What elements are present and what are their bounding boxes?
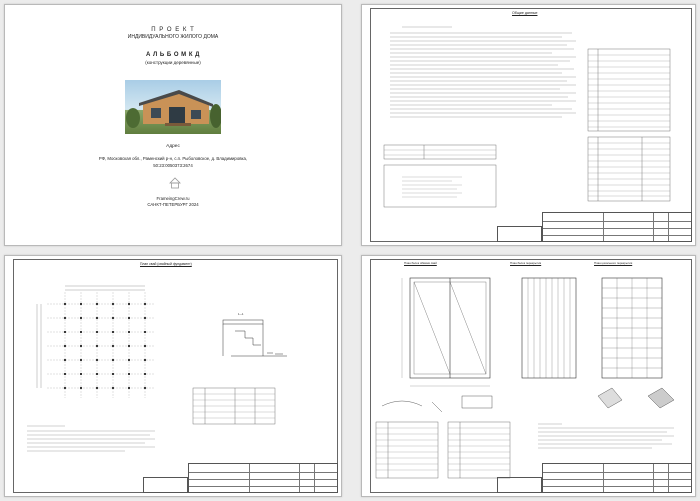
header-pile-beams: План балок обвязки свай bbox=[404, 261, 437, 265]
house-render-image bbox=[125, 80, 221, 134]
house-logo-icon bbox=[169, 177, 181, 189]
project-subtitle: ИНДИВИДУАЛЬНОГО ЖИЛОГО ДОМА bbox=[127, 34, 219, 40]
section-label: 1—1 bbox=[238, 313, 244, 316]
album-subtitle: (конструкции деревянные) bbox=[145, 60, 201, 65]
project-title: П Р О Е К Т bbox=[151, 27, 195, 33]
sheet-pile-plan bbox=[4, 255, 342, 497]
revision-block bbox=[143, 477, 188, 493]
general-notes-drawing bbox=[362, 5, 696, 246]
address-line-1: РФ, Московская обл., Раменский р-н, с.п. Рыболовское, д. Владимировка, bbox=[98, 156, 248, 161]
album-title: А Л Ь Б О М К Д bbox=[146, 52, 200, 58]
header-floor-beams: План балок перекрытия bbox=[510, 261, 542, 265]
revision-block bbox=[497, 477, 542, 493]
pile-plan-drawing bbox=[5, 256, 342, 497]
revision-block bbox=[497, 226, 542, 242]
beam-plans-drawing bbox=[362, 256, 696, 497]
city-year: САНКТ-ПЕТЕРБУРГ 2024 bbox=[147, 202, 199, 207]
title-block bbox=[542, 463, 692, 493]
title-block bbox=[542, 212, 692, 242]
sheet-header: План свай (свайный фундамент) bbox=[140, 262, 192, 266]
address-line-2: 50:23:0050373:2674 bbox=[153, 163, 193, 168]
sheet-cover bbox=[4, 4, 342, 246]
header-basement-floor: План цокольного перекрытия bbox=[594, 261, 633, 265]
title-block bbox=[188, 463, 338, 493]
address-label: Адрес bbox=[166, 144, 180, 149]
website: FrameingCrew.ru bbox=[156, 196, 190, 201]
sheet-header: Общие данные bbox=[512, 11, 538, 15]
sheet-beam-plans bbox=[361, 255, 696, 497]
sheet-general-data bbox=[361, 4, 696, 246]
